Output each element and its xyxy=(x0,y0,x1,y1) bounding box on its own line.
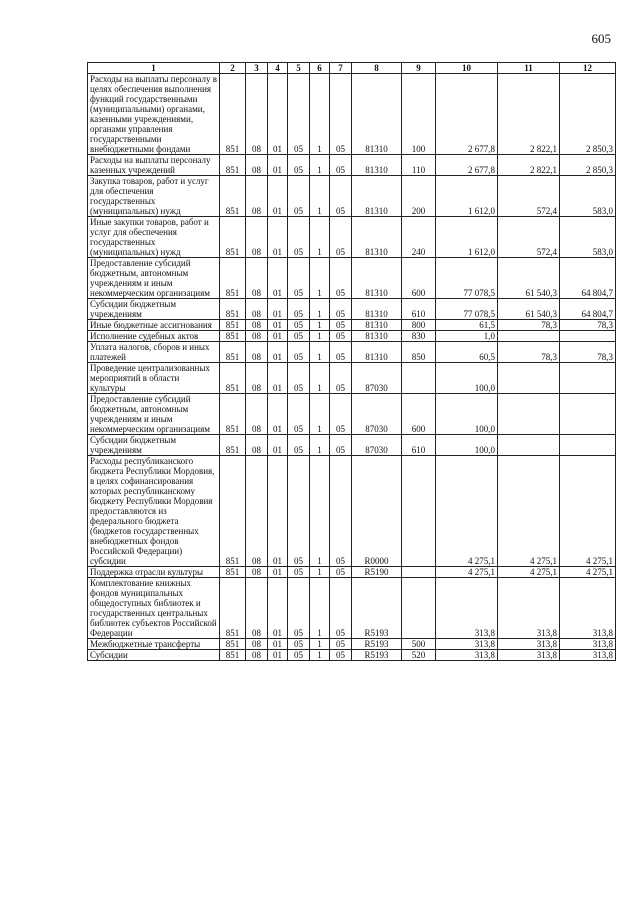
header-cell: 7 xyxy=(330,63,352,74)
row-cell-c10: 1 612,0 xyxy=(436,176,498,217)
row-cell-c11: 572,4 xyxy=(498,217,560,258)
row-cell-c12: 313,8 xyxy=(560,578,616,639)
row-name-cell: Расходы на выплаты персоналу казенных учреждений xyxy=(88,155,220,176)
row-cell-c10: 313,8 xyxy=(436,578,498,639)
row-cell-c10: 77 078,5 xyxy=(436,258,498,299)
table-row xyxy=(88,435,616,456)
row-cell-c4: 01 xyxy=(268,578,288,639)
row-cell-c9 xyxy=(402,363,436,394)
row-name-cell: Иные закупки товаров, работ и услуг для обеспечения государственных (муниципальных) нужд xyxy=(88,217,220,258)
row-cell-c8: R5193 xyxy=(352,639,402,650)
row-cell-c9: 610 xyxy=(402,435,436,456)
row-cell-c12: 313,8 xyxy=(560,650,616,661)
row-cell-c10: 313,8 xyxy=(436,650,498,661)
row-cell-c9: 520 xyxy=(402,650,436,661)
row-cell-c8: 81310 xyxy=(352,217,402,258)
row-cell-c3: 08 xyxy=(246,435,268,456)
row-cell-c8: 87030 xyxy=(352,394,402,435)
row-cell-c4: 01 xyxy=(268,650,288,661)
row-cell-c3: 08 xyxy=(246,299,268,320)
row-cell-c4: 01 xyxy=(268,342,288,363)
row-cell-c6: 1 xyxy=(310,394,330,435)
row-cell-c3: 08 xyxy=(246,74,268,155)
page-number: 605 xyxy=(591,31,611,46)
row-cell-c8: 87030 xyxy=(352,363,402,394)
row-cell-c12 xyxy=(560,363,616,394)
table-row xyxy=(88,456,616,567)
row-cell-c12: 64 804,7 xyxy=(560,258,616,299)
table-row xyxy=(88,578,616,639)
header-cell: 5 xyxy=(288,63,310,74)
row-cell-c11: 78,3 xyxy=(498,342,560,363)
row-cell-c4: 01 xyxy=(268,435,288,456)
row-cell-c7: 05 xyxy=(330,217,352,258)
row-cell-c2: 851 xyxy=(220,435,246,456)
row-cell-c10: 100,0 xyxy=(436,363,498,394)
row-cell-c7: 05 xyxy=(330,435,352,456)
row-cell-c11: 313,8 xyxy=(498,650,560,661)
row-cell-c6: 1 xyxy=(310,650,330,661)
row-cell-c4: 01 xyxy=(268,299,288,320)
row-cell-c9 xyxy=(402,456,436,567)
table-row xyxy=(88,258,616,299)
row-cell-c7: 05 xyxy=(330,639,352,650)
row-cell-c9: 600 xyxy=(402,394,436,435)
row-cell-c8: R5190 xyxy=(352,567,402,578)
row-cell-c8: 87030 xyxy=(352,435,402,456)
table-row xyxy=(88,567,616,578)
row-cell-c12 xyxy=(560,435,616,456)
row-cell-c9 xyxy=(402,567,436,578)
row-cell-c8: 81310 xyxy=(352,299,402,320)
row-cell-c10: 2 677,8 xyxy=(436,155,498,176)
row-cell-c10: 1 612,0 xyxy=(436,217,498,258)
row-cell-c10: 61,5 xyxy=(436,320,498,331)
row-cell-c4: 01 xyxy=(268,155,288,176)
row-name-cell: Уплата налогов, сборов и иных платежей xyxy=(88,342,220,363)
row-cell-c6: 1 xyxy=(310,320,330,331)
row-cell-c8: 81310 xyxy=(352,331,402,342)
row-cell-c11: 2 822,1 xyxy=(498,74,560,155)
row-cell-c12: 2 850,3 xyxy=(560,155,616,176)
row-cell-c3: 08 xyxy=(246,176,268,217)
row-cell-c4: 01 xyxy=(268,456,288,567)
row-cell-c4: 01 xyxy=(268,176,288,217)
table-row xyxy=(88,363,616,394)
table-row xyxy=(88,155,616,176)
row-cell-c12: 583,0 xyxy=(560,176,616,217)
row-cell-c5: 05 xyxy=(288,456,310,567)
row-cell-c5: 05 xyxy=(288,258,310,299)
header-cell: 12 xyxy=(560,63,616,74)
row-cell-c2: 851 xyxy=(220,639,246,650)
table-row xyxy=(88,74,616,155)
row-name-cell: Субсидии xyxy=(88,650,220,661)
row-name-cell: Предоставление субсидий бюджетным, автономным учреждениям и иным некоммерческим организациям xyxy=(88,258,220,299)
row-cell-c5: 05 xyxy=(288,217,310,258)
row-cell-c8: 81310 xyxy=(352,342,402,363)
row-name-cell: Расходы республиканского бюджета Республики Мордовия, в целях софинансирования которых республиканскому бюджету Республики Мордовия предоставляются из федерального бюджета (бюджетов государственных внебюджетных фондов Российской Федерации) субсидии xyxy=(88,456,220,567)
row-cell-c5: 05 xyxy=(288,299,310,320)
row-cell-c10: 4 275,1 xyxy=(436,567,498,578)
row-cell-c12: 78,3 xyxy=(560,320,616,331)
row-cell-c7: 05 xyxy=(330,342,352,363)
row-cell-c5: 05 xyxy=(288,639,310,650)
row-cell-c3: 08 xyxy=(246,456,268,567)
row-cell-c9: 240 xyxy=(402,217,436,258)
row-cell-c6: 1 xyxy=(310,578,330,639)
row-cell-c8: 81310 xyxy=(352,155,402,176)
row-cell-c7: 05 xyxy=(330,258,352,299)
row-name-cell: Поддержка отрасли культуры xyxy=(88,567,220,578)
row-cell-c9: 830 xyxy=(402,331,436,342)
row-cell-c7: 05 xyxy=(330,331,352,342)
row-cell-c12: 4 275,1 xyxy=(560,456,616,567)
row-cell-c12: 4 275,1 xyxy=(560,567,616,578)
row-name-cell: Межбюджетные трансферты xyxy=(88,639,220,650)
row-cell-c6: 1 xyxy=(310,342,330,363)
row-cell-c3: 08 xyxy=(246,320,268,331)
row-cell-c11 xyxy=(498,331,560,342)
row-cell-c3: 08 xyxy=(246,567,268,578)
row-cell-c7: 05 xyxy=(330,650,352,661)
row-cell-c10: 4 275,1 xyxy=(436,456,498,567)
row-name-cell: Исполнение судебных актов xyxy=(88,331,220,342)
row-cell-c9: 110 xyxy=(402,155,436,176)
row-cell-c3: 08 xyxy=(246,155,268,176)
row-cell-c7: 05 xyxy=(330,456,352,567)
row-cell-c8: R0000 xyxy=(352,456,402,567)
header-cell: 6 xyxy=(310,63,330,74)
row-cell-c11: 2 822,1 xyxy=(498,155,560,176)
table-row xyxy=(88,299,616,320)
row-cell-c3: 08 xyxy=(246,363,268,394)
row-cell-c5: 05 xyxy=(288,394,310,435)
row-cell-c7: 05 xyxy=(330,74,352,155)
row-name-cell: Расходы на выплаты персоналу в целях обеспечения выполнения функций государственными (муниципальными) органами, казенными учреждениями, органами управления государственными внебюджетными фондами xyxy=(88,74,220,155)
row-cell-c10: 100,0 xyxy=(436,435,498,456)
header-cell: 9 xyxy=(402,63,436,74)
row-cell-c6: 1 xyxy=(310,176,330,217)
row-cell-c2: 851 xyxy=(220,567,246,578)
row-cell-c5: 05 xyxy=(288,650,310,661)
row-cell-c11 xyxy=(498,394,560,435)
row-cell-c2: 851 xyxy=(220,342,246,363)
row-cell-c4: 01 xyxy=(268,567,288,578)
row-cell-c5: 05 xyxy=(288,363,310,394)
row-cell-c9: 500 xyxy=(402,639,436,650)
row-cell-c12 xyxy=(560,394,616,435)
row-cell-c12: 2 850,3 xyxy=(560,74,616,155)
row-cell-c4: 01 xyxy=(268,74,288,155)
row-cell-c2: 851 xyxy=(220,217,246,258)
row-cell-c2: 851 xyxy=(220,176,246,217)
row-cell-c12: 78,3 xyxy=(560,342,616,363)
row-cell-c11: 4 275,1 xyxy=(498,567,560,578)
row-cell-c6: 1 xyxy=(310,74,330,155)
row-cell-c5: 05 xyxy=(288,155,310,176)
row-cell-c5: 05 xyxy=(288,74,310,155)
row-name-cell: Предоставление субсидий бюджетным, автономным учреждениям и иным некоммерческим организациям xyxy=(88,394,220,435)
row-cell-c4: 01 xyxy=(268,363,288,394)
row-cell-c5: 05 xyxy=(288,435,310,456)
row-name-cell: Закупка товаров, работ и услуг для обеспечения государственных (муниципальных) нужд xyxy=(88,176,220,217)
row-cell-c11 xyxy=(498,363,560,394)
row-cell-c7: 05 xyxy=(330,299,352,320)
row-cell-c7: 05 xyxy=(330,155,352,176)
row-cell-c2: 851 xyxy=(220,578,246,639)
row-cell-c7: 05 xyxy=(330,394,352,435)
row-cell-c3: 08 xyxy=(246,342,268,363)
row-cell-c6: 1 xyxy=(310,567,330,578)
row-cell-c5: 05 xyxy=(288,578,310,639)
row-cell-c10: 77 078,5 xyxy=(436,299,498,320)
row-cell-c7: 05 xyxy=(330,363,352,394)
row-cell-c6: 1 xyxy=(310,331,330,342)
row-cell-c6: 1 xyxy=(310,363,330,394)
table-row xyxy=(88,394,616,435)
row-cell-c5: 05 xyxy=(288,331,310,342)
row-cell-c11: 61 540,3 xyxy=(498,258,560,299)
header-cell: 10 xyxy=(436,63,498,74)
row-cell-c9: 200 xyxy=(402,176,436,217)
row-cell-c6: 1 xyxy=(310,639,330,650)
row-cell-c6: 1 xyxy=(310,299,330,320)
row-name-cell: Субсидии бюджетным учреждениям xyxy=(88,299,220,320)
row-cell-c2: 851 xyxy=(220,74,246,155)
row-cell-c10: 313,8 xyxy=(436,639,498,650)
row-cell-c7: 05 xyxy=(330,320,352,331)
table-row xyxy=(88,639,616,650)
table-row xyxy=(88,331,616,342)
row-cell-c6: 1 xyxy=(310,456,330,567)
row-cell-c7: 05 xyxy=(330,176,352,217)
header-cell: 1 xyxy=(88,63,220,74)
table-row xyxy=(88,650,616,661)
row-cell-c10: 60,5 xyxy=(436,342,498,363)
row-cell-c9 xyxy=(402,578,436,639)
row-cell-c4: 01 xyxy=(268,217,288,258)
header-cell: 8 xyxy=(352,63,402,74)
row-cell-c2: 851 xyxy=(220,299,246,320)
row-cell-c2: 851 xyxy=(220,456,246,567)
row-cell-c4: 01 xyxy=(268,331,288,342)
row-cell-c2: 851 xyxy=(220,155,246,176)
row-cell-c8: R5193 xyxy=(352,578,402,639)
header-row xyxy=(88,63,616,74)
row-cell-c12 xyxy=(560,331,616,342)
row-cell-c6: 1 xyxy=(310,435,330,456)
row-cell-c3: 08 xyxy=(246,578,268,639)
row-cell-c8: R5193 xyxy=(352,650,402,661)
row-cell-c4: 01 xyxy=(268,320,288,331)
row-cell-c5: 05 xyxy=(288,176,310,217)
row-cell-c6: 1 xyxy=(310,217,330,258)
row-cell-c3: 08 xyxy=(246,650,268,661)
row-cell-c11: 313,8 xyxy=(498,639,560,650)
row-cell-c9: 610 xyxy=(402,299,436,320)
row-cell-c3: 08 xyxy=(246,394,268,435)
header-cell: 2 xyxy=(220,63,246,74)
row-cell-c8: 81310 xyxy=(352,74,402,155)
row-cell-c6: 1 xyxy=(310,155,330,176)
row-name-cell: Иные бюджетные ассигнования xyxy=(88,320,220,331)
table-row xyxy=(88,217,616,258)
row-cell-c10: 2 677,8 xyxy=(436,74,498,155)
row-cell-c9: 850 xyxy=(402,342,436,363)
header-cell: 11 xyxy=(498,63,560,74)
row-cell-c3: 08 xyxy=(246,331,268,342)
row-cell-c9: 600 xyxy=(402,258,436,299)
row-cell-c2: 851 xyxy=(220,363,246,394)
row-cell-c2: 851 xyxy=(220,650,246,661)
row-name-cell: Комплектование книжных фондов муниципальных общедоступных библиотек и государственных центральных библиотек субъектов Российской Федерации xyxy=(88,578,220,639)
row-cell-c8: 81310 xyxy=(352,258,402,299)
row-cell-c2: 851 xyxy=(220,320,246,331)
row-cell-c11: 61 540,3 xyxy=(498,299,560,320)
row-cell-c11: 313,8 xyxy=(498,578,560,639)
row-cell-c8: 81310 xyxy=(352,176,402,217)
row-cell-c5: 05 xyxy=(288,342,310,363)
budget-table xyxy=(87,62,616,661)
row-cell-c7: 05 xyxy=(330,578,352,639)
row-cell-c12: 313,8 xyxy=(560,639,616,650)
row-cell-c12: 583,0 xyxy=(560,217,616,258)
header-cell: 3 xyxy=(246,63,268,74)
row-cell-c3: 08 xyxy=(246,217,268,258)
row-cell-c9: 800 xyxy=(402,320,436,331)
row-cell-c4: 01 xyxy=(268,258,288,299)
header-cell: 4 xyxy=(268,63,288,74)
row-cell-c11: 4 275,1 xyxy=(498,456,560,567)
row-cell-c10: 100,0 xyxy=(436,394,498,435)
row-cell-c2: 851 xyxy=(220,331,246,342)
row-cell-c2: 851 xyxy=(220,394,246,435)
row-cell-c6: 1 xyxy=(310,258,330,299)
row-cell-c4: 01 xyxy=(268,639,288,650)
table-row xyxy=(88,342,616,363)
row-cell-c8: 81310 xyxy=(352,320,402,331)
row-name-cell: Субсидии бюджетным учреждениям xyxy=(88,435,220,456)
row-cell-c5: 05 xyxy=(288,567,310,578)
row-cell-c7: 05 xyxy=(330,567,352,578)
row-cell-c10: 1,0 xyxy=(436,331,498,342)
row-cell-c5: 05 xyxy=(288,320,310,331)
row-cell-c3: 08 xyxy=(246,639,268,650)
row-cell-c3: 08 xyxy=(246,258,268,299)
row-cell-c11: 572,4 xyxy=(498,176,560,217)
row-name-cell: Проведение централизованных мероприятий в области культуры xyxy=(88,363,220,394)
row-cell-c11 xyxy=(498,435,560,456)
row-cell-c12: 64 804,7 xyxy=(560,299,616,320)
row-cell-c2: 851 xyxy=(220,258,246,299)
row-cell-c11: 78,3 xyxy=(498,320,560,331)
row-cell-c9: 100 xyxy=(402,74,436,155)
table-row xyxy=(88,176,616,217)
row-cell-c4: 01 xyxy=(268,394,288,435)
table-row xyxy=(88,320,616,331)
